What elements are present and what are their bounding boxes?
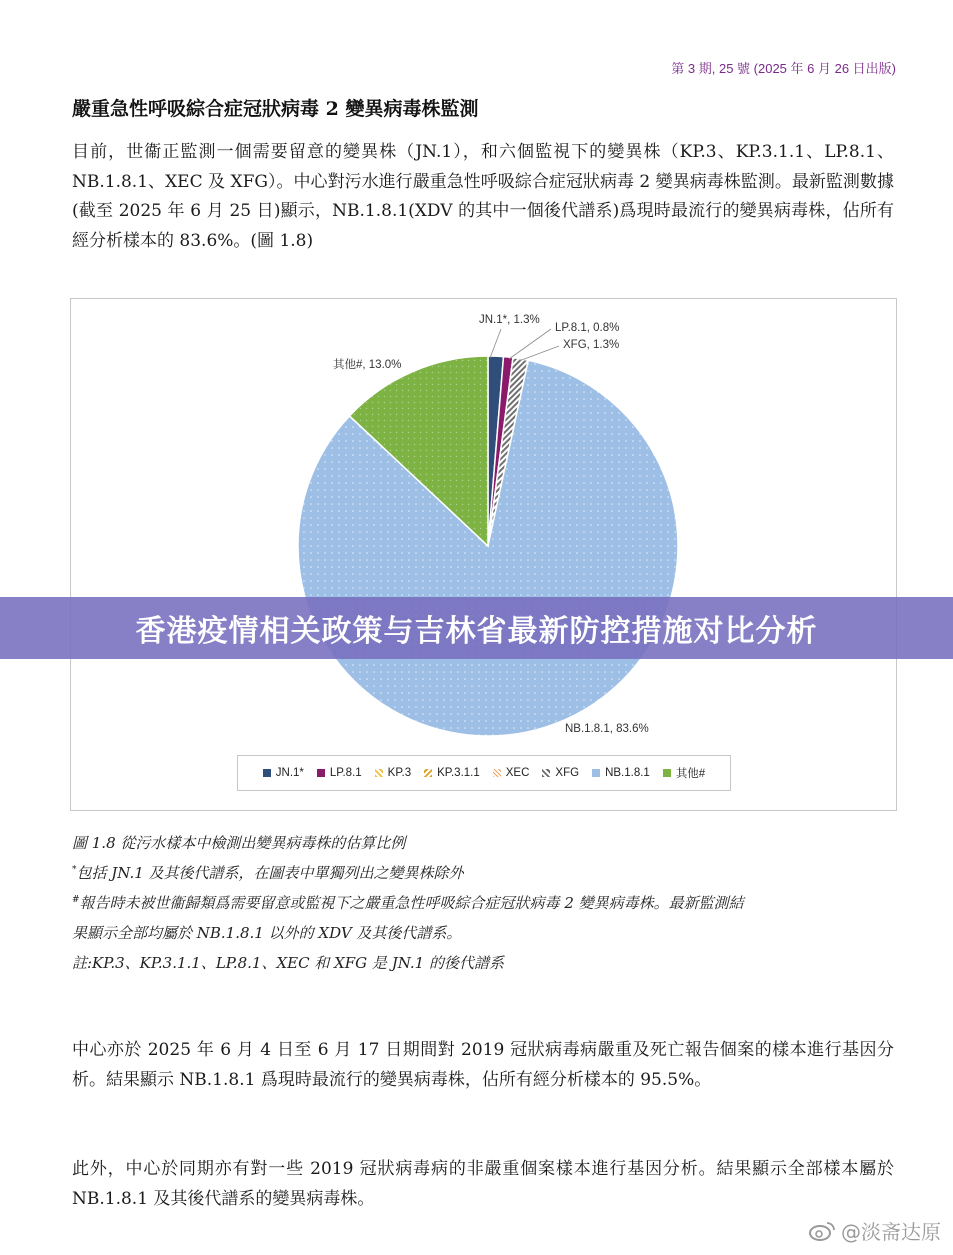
- legend-item-other: [663, 765, 705, 781]
- legend-item-nb181: [592, 767, 650, 779]
- note-text: 包括 JN.1 及其後代譜系，在圖表中單獨列出之變異株除外: [76, 864, 464, 882]
- legend-label: KP.3: [387, 767, 412, 779]
- data-label: JN.1*, 1.3%: [479, 314, 540, 326]
- legend-label: 其他#: [675, 768, 706, 780]
- legend-item-xfg: [542, 767, 579, 779]
- watermark-text: @淡斋达原: [841, 1220, 941, 1244]
- severe-cases-paragraph: 中心亦於 2025 年 6 月 4 日至 6 月 17 日期間對 2019 冠狀病毒病嚴重及死亡報告個案的樣本進行基因分析。結果顯示 NB.1.8.1 爲現時最流行的變異病毒株，佔所有經分析樣本的 95.5%。: [72, 1040, 894, 1090]
- legend-label: LP.8.1: [329, 767, 362, 779]
- note-2: [72, 888, 898, 918]
- leader-line: [519, 346, 559, 361]
- legend-swatch: [663, 769, 671, 777]
- legend-label: NB.1.8.1: [605, 767, 650, 779]
- weibo-icon: [808, 1220, 836, 1242]
- data-label: LP.8.1, 0.8%: [555, 322, 620, 334]
- leader-line: [490, 329, 501, 358]
- legend-item-kp311: [424, 767, 480, 779]
- data-label: NB.1.8.1, 83.6%: [565, 723, 649, 735]
- note-mark: #: [72, 895, 80, 905]
- legend-swatch: [375, 769, 383, 777]
- legend-item-lp81: [317, 767, 362, 779]
- chart-legend: [237, 755, 731, 791]
- note-3: 註:KP.3、KP.3.1.1、LP.8.1、XEC 和 XFG 是 JN.1 的後代譜系: [72, 954, 504, 972]
- intro-paragraph: 目前，世衞正監測一個需要留意的變異株（JN.1），和六個監視下的變異株（KP.3、KP.3.1.1、LP.8.1、NB.1.8.1、XEC 及 XFG）。中心對污水進行嚴重急性呼吸綜合症冠狀病毒 2 變異病毒株監測。最新監測數據(截至 2025 年 6 月 25 日)顯示，NB.1.8.1(XDV 的其中一個後代譜系)爲現時最流行的變異病毒株，佔所有經分析樣本的 83.6%。(圖 1.8): [72, 142, 894, 251]
- data-label: XFG, 1.3%: [563, 339, 620, 351]
- legend-label: KP.3.1.1: [437, 767, 480, 779]
- legend-swatch: [263, 769, 271, 777]
- issue-info: 第 3 期, 25 號 (2025 年 6 月 26 日出版): [671, 61, 896, 76]
- legend-swatch: [542, 769, 550, 777]
- section-title: 嚴重急性呼吸綜合症冠狀病毒 2 變異病毒株監測: [72, 98, 479, 120]
- pie-chart-figure: [70, 298, 897, 811]
- legend-swatch: [592, 769, 600, 777]
- legend-item-xec: [493, 767, 530, 779]
- legend-label: XFG: [555, 767, 580, 779]
- legend-swatch: [493, 769, 501, 777]
- note-2-continued: 果顯示全部均屬於 NB.1.8.1 以外的 XDV 及其後代譜系。: [72, 924, 462, 942]
- weibo-watermark: [808, 1216, 941, 1245]
- legend-item-kp3: [375, 767, 411, 779]
- figure-caption: 圖 1.8 從污水樣本中檢測出變異病毒株的估算比例: [72, 834, 406, 852]
- legend-swatch: [424, 769, 432, 777]
- legend-label: XEC: [505, 767, 530, 779]
- leader-line: [509, 329, 551, 359]
- legend-label: JN.1*: [275, 767, 304, 779]
- data-label: 其他#, 13.0%: [333, 359, 402, 371]
- pie-chart: [71, 299, 898, 812]
- legend-item-jn1: [263, 767, 304, 779]
- note-mark: *: [72, 865, 77, 875]
- figure-notes: [72, 828, 898, 978]
- legend-swatch: [317, 769, 325, 777]
- note-text: 報告時未被世衞歸類爲需要留意或監視下之嚴重急性呼吸綜合症冠狀病毒 2 變異病毒株。最新監測結: [79, 894, 744, 912]
- overlay-banner: 香港疫情相关政策与吉林省最新防控措施对比分析: [0, 597, 953, 659]
- non-severe-cases-paragraph: 此外，中心於同期亦有對一些 2019 冠狀病毒病的非嚴重個案樣本進行基因分析。結果顯示全部樣本屬於 NB.1.8.1 及其後代譜系的變異病毒株。: [72, 1159, 894, 1209]
- note-1: [72, 858, 898, 888]
